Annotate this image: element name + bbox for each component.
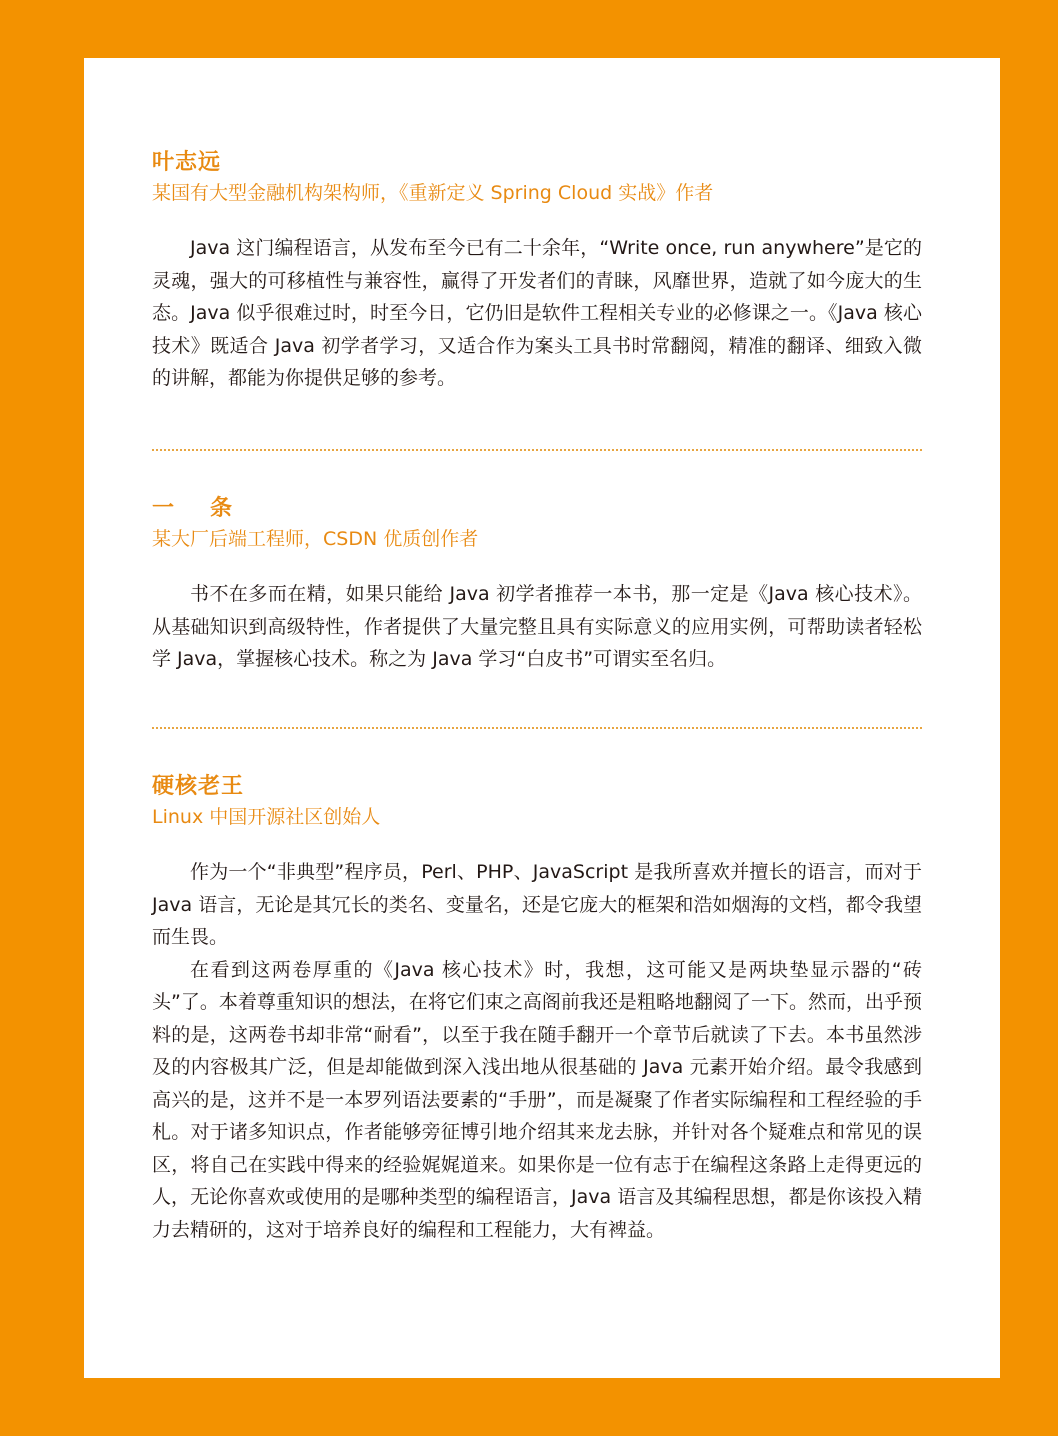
endorsement-paragraph: 作为一个“非典型”程序员，Perl、PHP、JavaScript 是我所喜欢并擅长的语言，而对于 Java 语言，无论是其冗长的类名、变量名，还是它庞大的框架和浩如烟海的文档，都令我望而生畏。: [152, 861, 922, 948]
endorsement-yinghe-laowang: [152, 772, 922, 1246]
endorser-name: 一条: [152, 496, 269, 521]
section-divider: [152, 727, 922, 729]
section-divider: [152, 449, 922, 451]
endorsement-paragraph: Java 这门编程语言，从发布至今已有二十余年，“Write once, run anywhere”是它的灵魂，强大的可移植性与兼容性，赢得了开发者们的青睐，风靡世界，造就了如今庞大的生态。Java 似乎很难过时，时至今日，它仍旧是软件工程相关专业的必修课之一。《Java 核心技术》既适合 Java 初学者学习，又适合作为案头工具书时常翻阅，精准的翻译、细致入微的讲解，都能为你提供足够的参考。: [152, 237, 922, 389]
endorser-name: 叶志远: [152, 150, 222, 175]
endorser-name: 硬核老王: [152, 774, 245, 799]
endorsement-yi-tiao: [152, 494, 922, 676]
endorsement-ye-zhiyuan: [152, 148, 922, 395]
endorser-role: Linux 中国开源社区创始人: [152, 806, 381, 828]
endorser-role: 某大厂后端工程师，CSDN 优质创作者: [152, 528, 479, 550]
book-page: [84, 58, 1000, 1378]
endorser-role: 某国有大型金融机构架构师，《重新定义 Spring Cloud 实战》作者: [152, 182, 714, 204]
endorsement-paragraph: 在看到这两卷厚重的《Java 核心技术》时，我想，这可能又是两块垫显示器的“砖头”了。本着尊重知识的想法，在将它们束之高阁前我还是粗略地翻阅了一下。然而，出乎预料的是，这两卷书却非常“耐看”，以至于我在随手翻开一个章节后就读了下去。本书虽然涉及的内容极其广泛，但是却能做到深入浅出地从很基础的 Java 元素开始介绍。最令我感到高兴的是，这并不是一本罗列语法要素的“手册”，而是凝聚了作者实际编程和工程经验的手札。对于诸多知识点，作者能够旁征博引地介绍其来龙去脉，并针对各个疑难点和常见的误区，将自己在实践中得来的经验娓娓道来。如果你是一位有志于在编程这条路上走得更远的人，无论你喜欢或使用的是哪种类型的编程语言，Java 语言及其编程思想，都是你该投入精力去精研的，这对于培养良好的编程和工程能力，大有裨益。: [152, 958, 922, 1241]
endorsement-paragraph: 书不在多而在精，如果只能给 Java 初学者推荐一本书，那一定是《Java 核心技术》。从基础知识到高级特性，作者提供了大量完整且具有实际意义的应用实例，可帮助读者轻松学 Java，掌握核心技术。称之为 Java 学习“白皮书”可谓实至名归。: [152, 583, 922, 670]
